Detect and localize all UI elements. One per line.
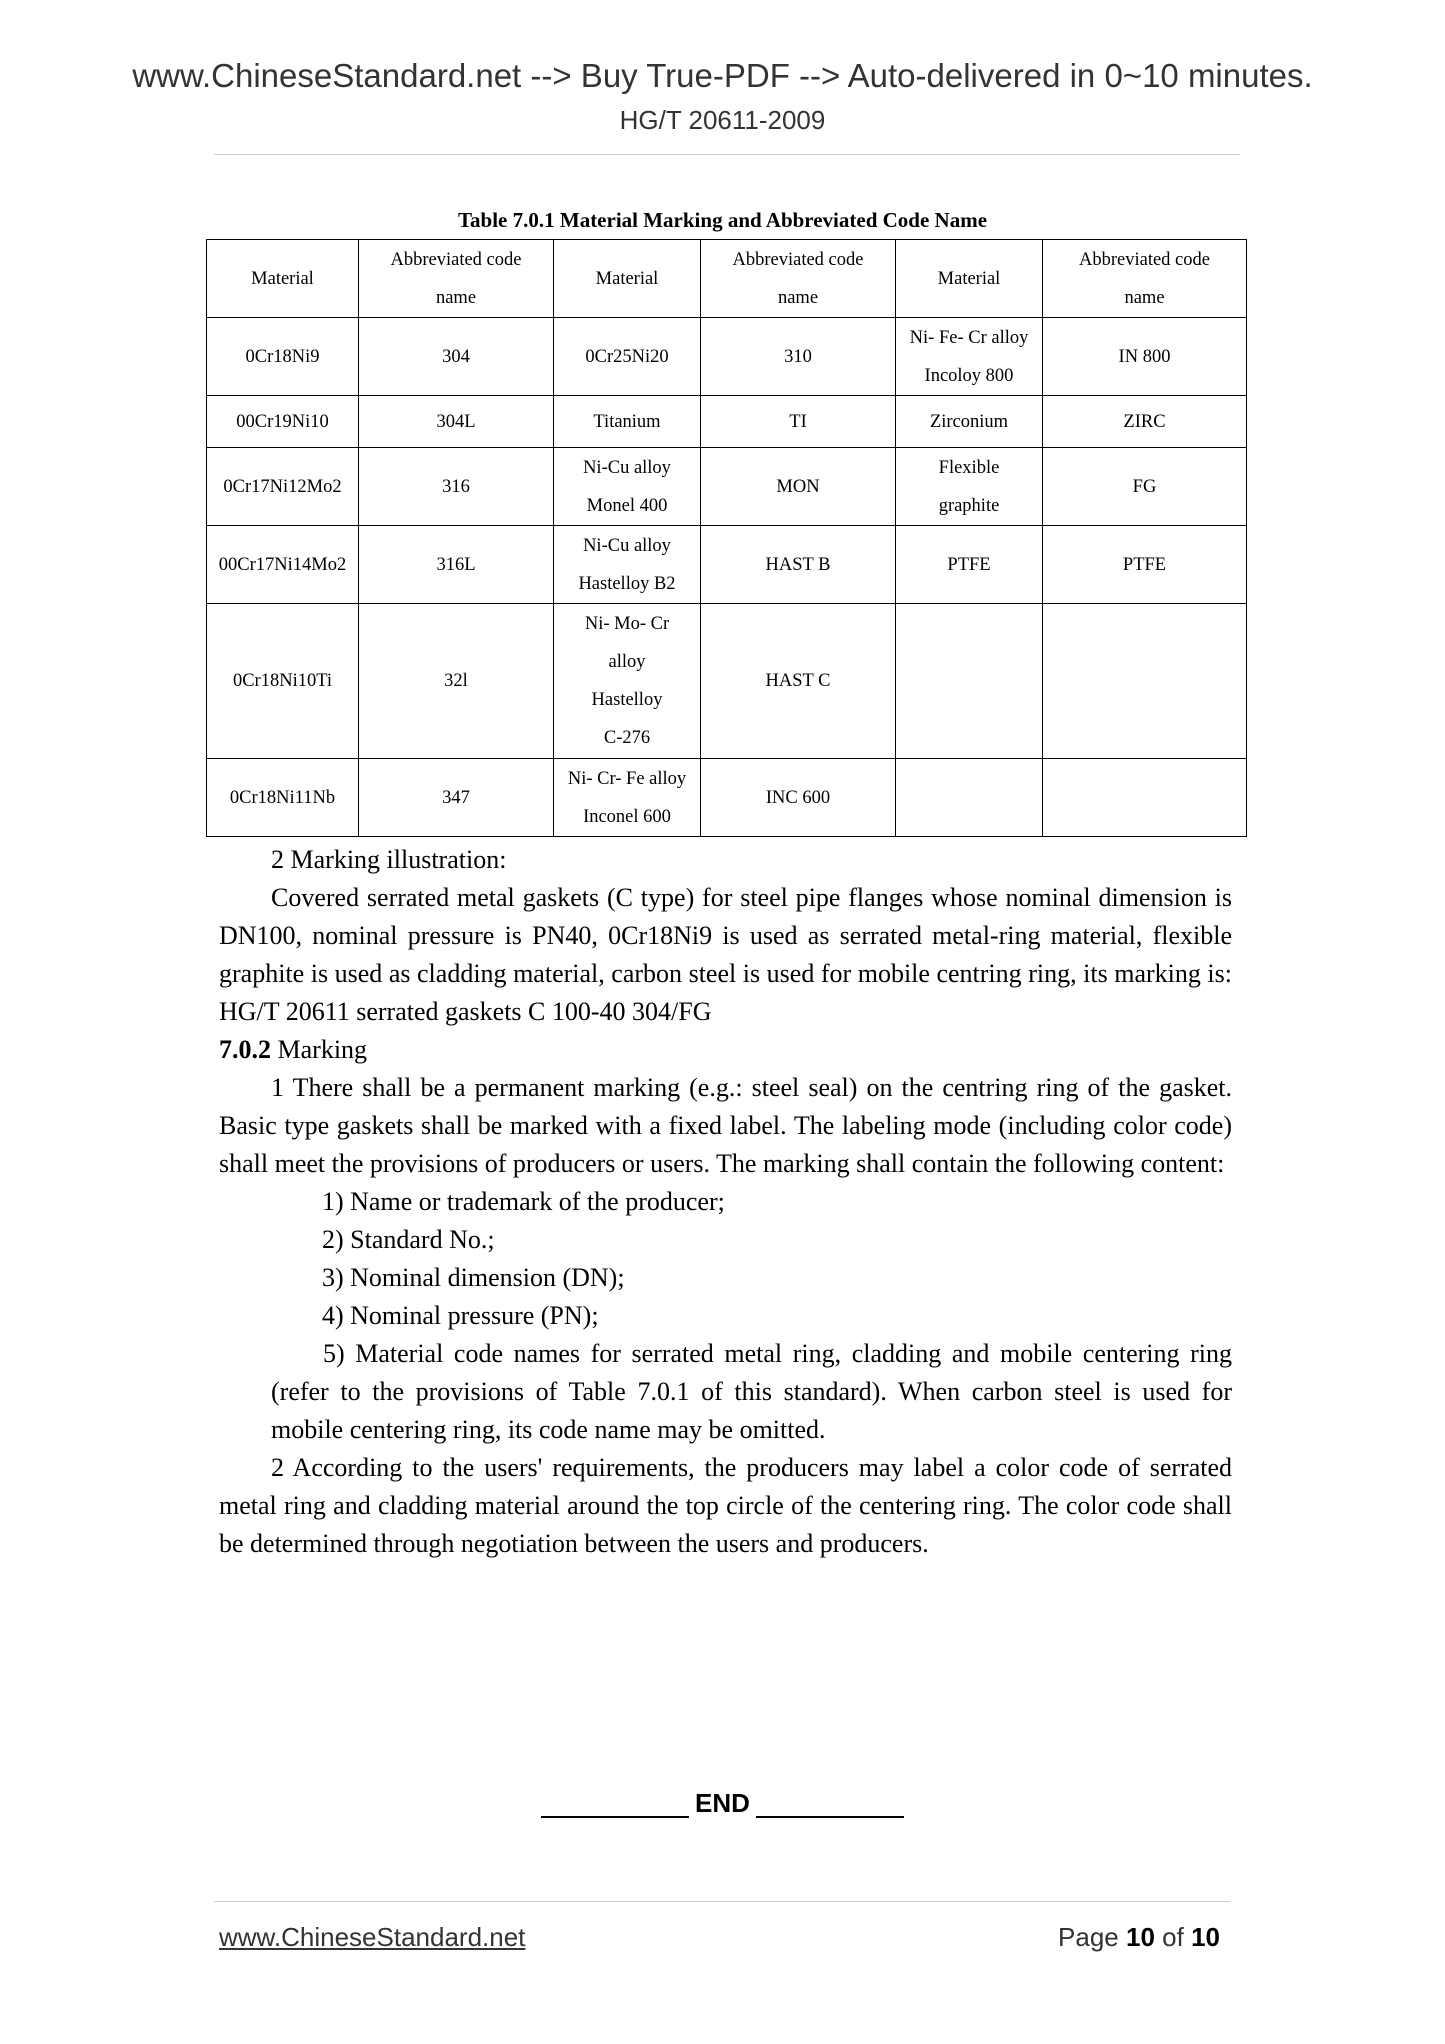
table-cell bbox=[896, 604, 1043, 759]
table-cell: 0Cr25Ni20 bbox=[554, 318, 701, 396]
header-divider bbox=[214, 154, 1240, 155]
table-cell: 316L bbox=[359, 526, 554, 604]
list-item: 4) Nominal pressure (PN); bbox=[322, 1301, 599, 1330]
section-title: Marking bbox=[277, 1035, 368, 1064]
end-marker bbox=[0, 1786, 1445, 1820]
section-number: 7.0.2 bbox=[219, 1035, 271, 1064]
marking-illustration-paragraph: Covered serrated metal gaskets (C type) for steel pipe flanges whose nominal dimension is DN100, nominal pressure is PN40, 0Cr18Ni9 is used as serrated metal-ring material, flexible graphite is used as cladding material, carbon steel is used for mobile centring ring, its marking is: HG/T 20611 serrated gaskets C 100-40 304/FG bbox=[219, 883, 1232, 1026]
table-row bbox=[207, 526, 1247, 604]
table-cell: 32l bbox=[359, 604, 554, 759]
table-cell: MON bbox=[701, 448, 896, 526]
header-cell: Material bbox=[554, 240, 701, 318]
table-cell: TI bbox=[701, 396, 896, 448]
table-cell bbox=[1043, 759, 1247, 837]
table-cell: 310 bbox=[701, 318, 896, 396]
table-cell bbox=[1043, 604, 1247, 759]
table-row bbox=[207, 604, 1247, 759]
table-row bbox=[207, 396, 1247, 448]
header-cell: Material bbox=[896, 240, 1043, 318]
current-page: 10 bbox=[1126, 1922, 1155, 1952]
list-item: 1) Name or trademark of the producer; bbox=[322, 1187, 725, 1216]
header-cell: Abbreviated code name bbox=[359, 240, 554, 318]
table-cell: PTFE bbox=[896, 526, 1043, 604]
color-code-paragraph: 2 According to the users' requirements, the producers may label a color code of serrated metal ring and cladding material around the top circle of the centering ring. The color code shall be determined through negotiation between the users and producers. bbox=[219, 1453, 1232, 1558]
list-item: 2) Standard No.; bbox=[322, 1225, 495, 1254]
table-cell: FG bbox=[1043, 448, 1247, 526]
table-cell: INC 600 bbox=[701, 759, 896, 837]
table-cell: 347 bbox=[359, 759, 554, 837]
marking-requirements-paragraph: 1 There shall be a permanent marking (e.g.: steel seal) on the centring ring of the gasket. Basic type gaskets shall be marked with a fixed label. The labeling mode (including color code) shall meet the provisions of producers or users. The marking shall contain the following content: bbox=[219, 1073, 1232, 1178]
table-cell bbox=[896, 759, 1043, 837]
table-cell: Ni-Cu alloy Hastelloy B2 bbox=[554, 526, 701, 604]
table-row bbox=[207, 759, 1247, 837]
table-header-row bbox=[207, 240, 1247, 318]
table-cell: 0Cr18Ni11Nb bbox=[207, 759, 359, 837]
list-item: 5) Material code names for serrated metal ring, cladding and mobile centering ring (refer to the provisions of Table 7.0.1 of this standard). When carbon steel is used for mobile centering ring, its code name may be omitted. bbox=[271, 1339, 1232, 1444]
table-caption: Table 7.0.1 Material Marking and Abbreviated Code Name bbox=[457, 208, 988, 232]
table-cell: Ni- Cr- Fe alloy Inconel 600 bbox=[554, 759, 701, 837]
header-cell: Abbreviated code name bbox=[701, 240, 896, 318]
section-heading bbox=[219, 1031, 1232, 1069]
table-cell: 00Cr19Ni10 bbox=[207, 396, 359, 448]
document-body bbox=[219, 841, 1232, 1563]
table-cell: 00Cr17Ni14Mo2 bbox=[207, 526, 359, 604]
table-cell: 0Cr18Ni10Ti bbox=[207, 604, 359, 759]
table-cell: 304 bbox=[359, 318, 554, 396]
table-row bbox=[207, 318, 1247, 396]
footer-divider bbox=[214, 1901, 1230, 1902]
end-rule-left bbox=[541, 1816, 689, 1818]
table-cell: HAST B bbox=[701, 526, 896, 604]
marking-illustration-title: 2 Marking illustration: bbox=[271, 845, 507, 874]
table-cell: ZIRC bbox=[1043, 396, 1247, 448]
header-cell: Material bbox=[207, 240, 359, 318]
page-number: Page 10 of 10 bbox=[1058, 1922, 1220, 1952]
table-cell: IN 800 bbox=[1043, 318, 1247, 396]
material-code-table bbox=[206, 239, 1247, 837]
table-cell: Ni- Mo- Cr alloy Hastelloy C-276 bbox=[554, 604, 701, 759]
total-pages: 10 bbox=[1191, 1922, 1220, 1952]
table-cell: Ni- Fe- Cr alloy Incoloy 800 bbox=[896, 318, 1043, 396]
table-cell: 0Cr17Ni12Mo2 bbox=[207, 448, 359, 526]
header-cell: Abbreviated code name bbox=[1043, 240, 1247, 318]
list-item: 3) Nominal dimension (DN); bbox=[322, 1263, 625, 1292]
end-rule-right bbox=[756, 1816, 904, 1818]
table-cell: 0Cr18Ni9 bbox=[207, 318, 359, 396]
footer-site-link[interactable]: www.ChineseStandard.net bbox=[219, 1922, 526, 1952]
table-row bbox=[207, 448, 1247, 526]
table-cell: Zirconium bbox=[896, 396, 1043, 448]
end-label: END bbox=[695, 1788, 750, 1818]
table-cell: PTFE bbox=[1043, 526, 1247, 604]
table-cell: Titanium bbox=[554, 396, 701, 448]
table-cell: 316 bbox=[359, 448, 554, 526]
table-cell: 304L bbox=[359, 396, 554, 448]
table-cell: Flexible graphite bbox=[896, 448, 1043, 526]
header-standard-number: HG/T 20611-2009 bbox=[619, 105, 826, 135]
table-cell: Ni-Cu alloy Monel 400 bbox=[554, 448, 701, 526]
header-site-banner: www.ChineseStandard.net --> Buy True-PDF --> Auto-delivered in 0~10 minutes. bbox=[132, 57, 1313, 94]
table-cell: HAST C bbox=[701, 604, 896, 759]
